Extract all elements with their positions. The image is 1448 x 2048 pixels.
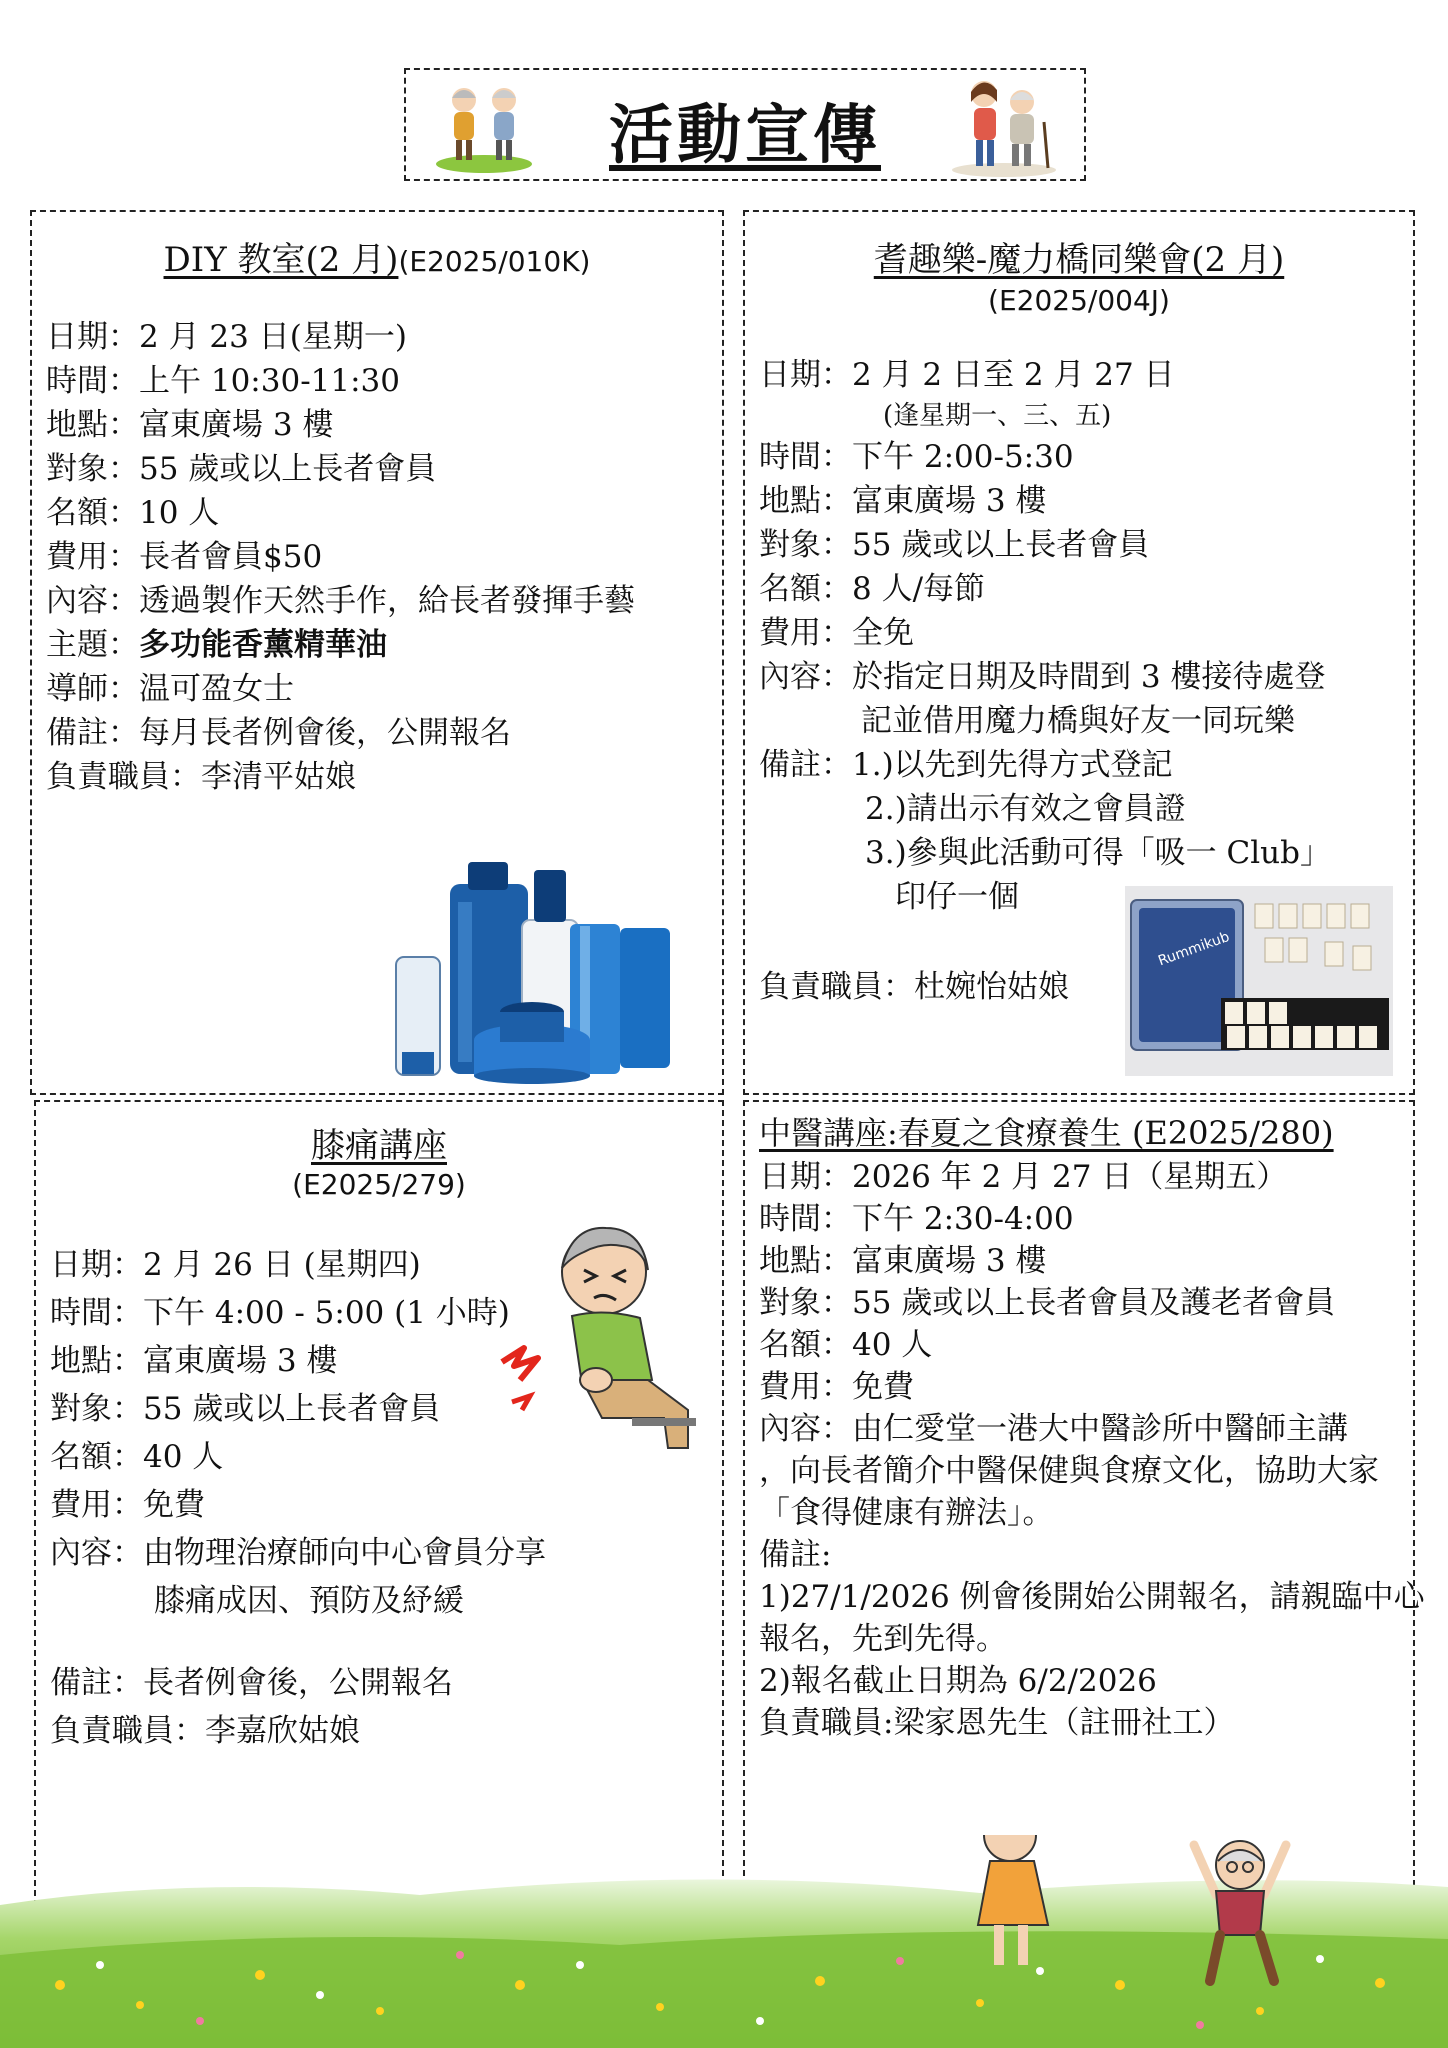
tcm-date: 日期：2026 年 2 月 27 日（星期五） [759,1159,1288,1195]
diy-date: 日期：2 月 23 日(星期一) [46,319,407,355]
rummikub-date: 日期：2 月 2 日至 2 月 27 日 [759,357,1175,393]
rummikub-remark-4: 印仔一個 [895,879,1019,915]
rummikub-game-image [1125,886,1393,1076]
tcm-remark-2: 報名，先到先得。 [759,1621,1007,1657]
tcm-fee: 費用：免費 [759,1369,914,1405]
knee-target: 對象：55 歲或以上長者會員 [50,1391,441,1427]
knee-code: (E2025/279) [292,1168,466,1201]
rummikub-remark-3: 3.)參與此活動可得「吸一 Club」 [865,835,1331,871]
rummikub-place: 地點：富東廣場 3 樓 [759,483,1047,519]
knee-talk-panel [34,1100,724,1956]
knee-place: 地點：富東廣場 3 樓 [50,1343,338,1379]
tcm-target: 對象：55 歲或以上長者會員及護老者會員 [759,1285,1336,1321]
tcm-time: 時間：下午 2:30-4:00 [759,1201,1074,1237]
knee-staff: 負責職員：李嘉欣姑娘 [50,1713,360,1749]
rummikub-remark-2: 2.)請出示有效之會員證 [865,791,1186,827]
elderly-couple-icon [434,78,534,174]
rummikub-staff: 負責職員：杜婉怡姑娘 [759,969,1069,1005]
diy-theme-label: 主題： [46,627,139,663]
rummikub-target: 對象：55 歲或以上長者會員 [759,527,1150,563]
diy-tutor: 導師：温可盈女士 [46,671,294,707]
diy-class-panel [30,210,724,1095]
caregiver-elder-icon [944,72,1064,178]
tcm-remark-1: 1)27/1/2026 例會後開始公開報名，請親臨中心 [759,1579,1425,1615]
tcm-remark-3: 2)報名截止日期為 6/2/2026 [759,1663,1157,1699]
rummikub-content-2: 記並借用魔力橋與好友一同玩樂 [861,703,1295,739]
rummikub-title-row [745,232,1413,281]
tcm-talk-panel [743,1100,1425,1956]
diy-theme [46,628,387,662]
page-title: 活動宣傳 [609,98,881,173]
knee-pain-elder-image [492,1212,702,1462]
header-box [404,68,1086,181]
rummikub-code: (E2025/004J) [988,284,1170,317]
tcm-title: 中醫講座:春夏之食療養生 (E2025/280) [759,1114,1334,1152]
rummikub-panel [743,210,1415,1095]
tcm-staff: 負責職員:梁家恩先生（註冊社工） [759,1705,1235,1741]
grass-field-image [0,1835,1448,2048]
diy-fee: 費用：長者會員$50 [46,539,323,575]
rummikub-title: 耆趣樂-魔力橋同樂會(2 月) [873,240,1285,280]
rummikub-time: 時間：下午 2:00-5:30 [759,439,1074,475]
knee-content-2: 膝痛成因、預防及紓緩 [154,1583,464,1619]
tcm-quota: 名額：40 人 [759,1327,933,1363]
knee-date: 日期：2 月 26 日 (星期四) [50,1247,421,1283]
knee-fee: 費用：免費 [50,1487,205,1523]
knee-title: 膝痛講座 [311,1126,447,1166]
diy-content: 內容：透過製作天然手作，給長者發揮手藝 [46,583,635,619]
tcm-remark-label: 備註: [759,1537,832,1573]
tcm-content-2: ，向長者簡介中醫保健與食療文化，協助大家 [759,1453,1379,1489]
rummikub-content-1: 內容：於指定日期及時間到 3 樓接待處登 [759,659,1326,695]
diy-code: (E2025/010K) [398,245,591,278]
tcm-content-3: 「食得健康有辦法」。 [759,1495,1054,1531]
diy-remark: 備註：每月長者例會後，公開報名 [46,715,511,751]
knee-time: 時間：下午 4:00 - 5:00 (1 小時) [50,1295,510,1331]
knee-quota: 名額：40 人 [50,1439,224,1475]
tcm-content-1: 內容：由仁愛堂一港大中醫診所中醫師主講 [759,1411,1348,1447]
diy-quota: 名額：10 人 [46,495,220,531]
diy-title-row [32,232,722,281]
knee-remark: 備註：長者例會後，公開報名 [50,1665,453,1701]
rummikub-fee: 費用：全免 [759,615,914,651]
diy-staff: 負責職員：李清平姑娘 [46,759,356,795]
diy-time: 時間：上午 10:30-11:30 [46,363,401,399]
knee-title-row [36,1118,722,1167]
diy-target: 對象：55 歲或以上長者會員 [46,451,437,487]
diy-place: 地點：富東廣場 3 樓 [46,407,334,443]
tcm-place: 地點：富東廣場 3 樓 [759,1243,1047,1279]
knee-content-1: 內容：由物理治療師向中心會員分享 [50,1535,546,1571]
diy-theme-value: 多功能香薰精華油 [139,627,387,663]
rummikub-box-logo: Rummikub [1156,928,1232,970]
diy-title: DIY 教室(2 月) [163,240,399,280]
rummikub-date-note: (逢星期一、三、五) [883,401,1112,431]
rummikub-quota: 名額：8 人/每節 [759,571,986,607]
tcm-title-row [759,1116,1334,1151]
cosmetic-bottles-image [388,862,678,1084]
rummikub-remark-1: 備註：1.)以先到先得方式登記 [759,747,1173,783]
